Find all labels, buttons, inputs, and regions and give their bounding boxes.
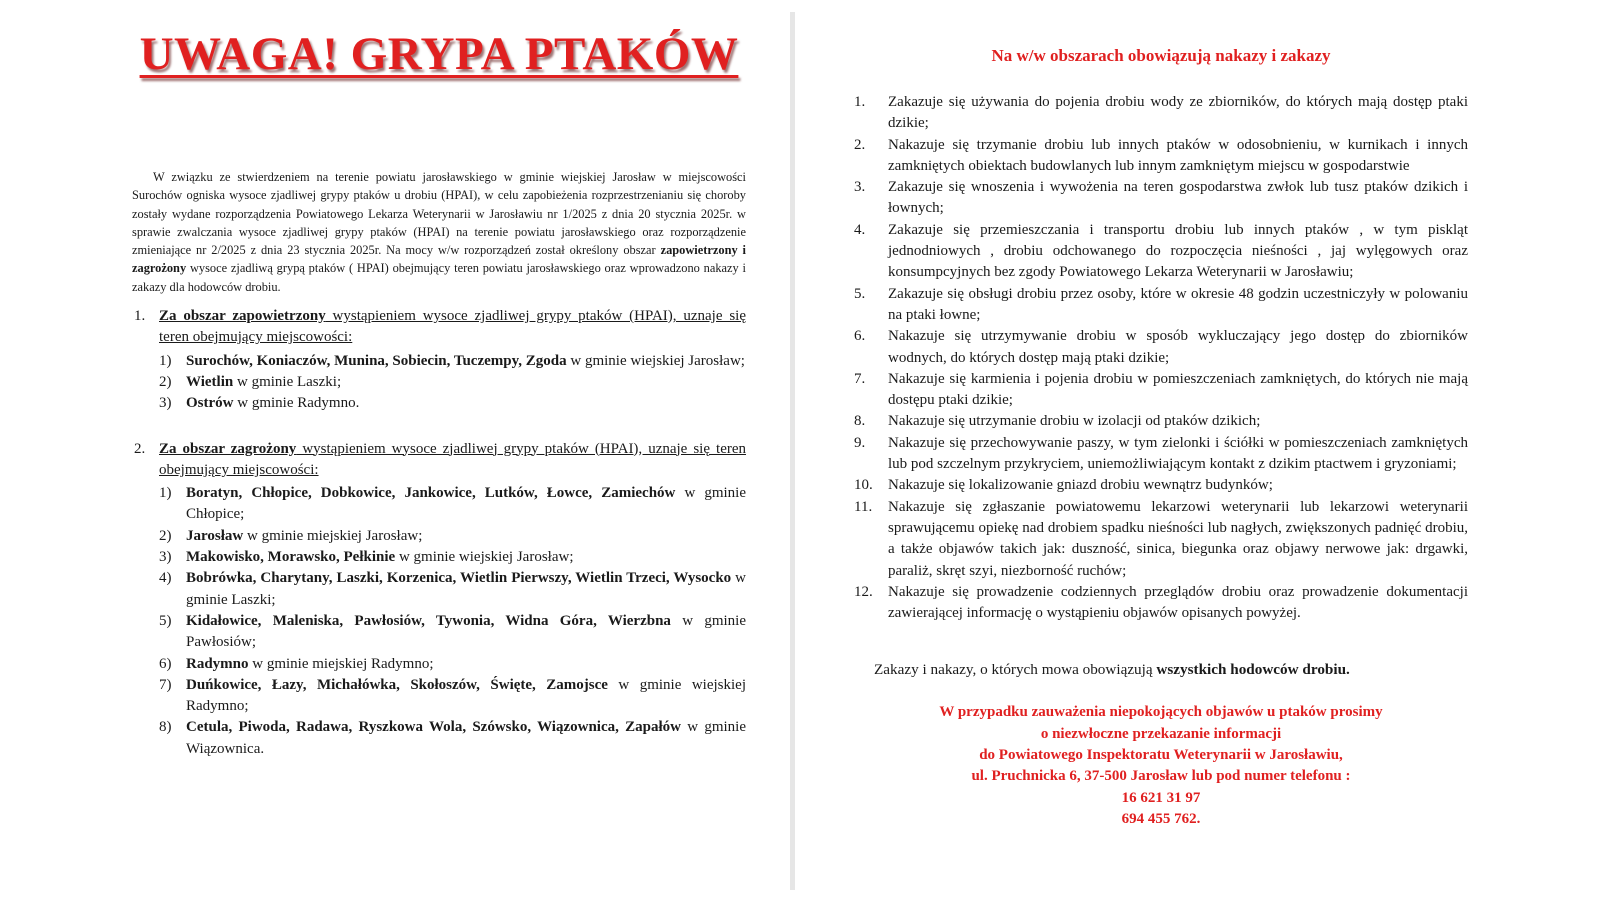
commune: w gminie Chłopice; <box>186 485 746 523</box>
localities: Ostrów <box>186 395 234 412</box>
localities: Surochów, Koniaczów, Munina, Sobiecin, Tuczempy, Zgoda <box>186 352 567 369</box>
list-item <box>159 611 746 654</box>
rule-text: Nakazuje się trzymanie drobiu lub innych ptaków w odosobnieniu, w kurnikach i innych zamkniętych obiektach budowlanych lub innym zamkniętym miejscu w gospodarstwie <box>888 136 1468 174</box>
list-item-number: 6) <box>159 655 172 672</box>
localities: Kidałowice, Maleniska, Pawłosiów, Tywonia, Widna Góra, Wierzbna <box>186 612 671 629</box>
rule-item <box>854 433 1468 476</box>
commune: w gminie Pawłosiów; <box>186 612 746 651</box>
rule-text: Zakazuje się wnoszenia i wywożenia na teren gospodarstwa zwłok lub tusz ptaków dzikich i łownych; <box>888 179 1468 217</box>
commune: w gminie Wiązownica. <box>186 719 746 757</box>
rule-text: Nakazuje się utrzymanie drobiu w izolacji od ptaków dzikich; <box>888 413 1261 430</box>
contact-phone: 16 621 31 97 <box>1121 789 1201 806</box>
commune: w gminie wiejskiej Jarosław; <box>566 352 745 369</box>
rule-item <box>854 582 1468 625</box>
right-page <box>854 44 1468 830</box>
rule-text: Nakazuje się lokalizowanie gniazd drobiu wewnątrz budynków; <box>888 477 1273 494</box>
intro-text-2: wysoce zjadliwą grypą ptaków ( HPAI) obejmujący teren powiatu jarosławskiego oraz wprowadzono nakazy i zakazy dla hodowców drobiu. <box>132 261 746 294</box>
list-item <box>159 547 746 568</box>
rule-number: 2. <box>854 136 866 153</box>
list-item <box>159 393 746 414</box>
list-item-number: 3) <box>159 395 172 412</box>
localities: Cetula, Piwoda, Radawa, Ryszkowa Wola, Szówsko, Wiązownica, Zapałów <box>186 719 681 736</box>
localities: Boratyn, Chłopice, Dobkowice, Jankowice, Lutków, Łowce, Zamiechów <box>186 485 676 502</box>
contact-line: do Powiatowego Inspektoratu Weterynarii w Jarosławiu, <box>979 747 1343 764</box>
commune: w gminie Radymno. <box>233 395 360 412</box>
rule-text: Zakazuje się obsługi drobiu przez osoby, które w okresie 48 godzin uczestniczyły w polowaniu na ptaki łowne; <box>888 285 1468 323</box>
rule-text: Nakazuje się przechowywanie paszy, w tym zielonki i ściółki w pomieszczeniach zamkniętych lub pod szczelnym przykryciem, uniemożliwiającym kontakt z dzikim ptactwem i gryzoniami; <box>888 434 1468 473</box>
rule-number: 10. <box>854 477 873 494</box>
contact-address: ul. Pruchnicka 6, 37-500 Jarosław lub pod numer telefonu : <box>971 768 1351 785</box>
list-item <box>159 483 746 526</box>
area-heading-bold: Za obszar zagrożony <box>159 440 297 457</box>
closing-statement <box>874 659 1468 680</box>
list-item <box>159 717 746 760</box>
rule-number: 9. <box>854 434 866 451</box>
intro-bold: zapowietrzony i zagrożony <box>132 243 746 276</box>
list-item-number: 8) <box>159 719 172 736</box>
commune: w gminie Laszki; <box>186 570 747 608</box>
rule-text: Nakazuje się prowadzenie codziennych przeglądów drobiu oraz prowadzenie dokumentacji zawierającej informację o wystąpieniu objawów opisanych powyżej. <box>888 583 1468 622</box>
commune: w gminie miejskiej Radymno; <box>248 655 434 672</box>
localities: Wietlin <box>186 373 234 390</box>
rule-number: 8. <box>854 413 866 430</box>
rule-text: Nakazuje się zgłaszanie powiatowemu lekarzowi weterynarii lub lekarzowi weterynarii sprawującemu opiekę nad drobiem spadku nieśności lub nagłych, zwiększonych padnięć drobiu, a także objawów takich jak: duszność, sinica, biegunka oraz objawy nerwowe jak: drgawki, paraliż, skręt szyi, niezborność ruchów; <box>888 498 1468 579</box>
area-heading-bold: Za obszar zapowietrzony <box>159 308 326 325</box>
area-heading <box>159 439 746 482</box>
rules-list <box>854 92 1468 624</box>
rule-number: 11. <box>854 498 873 515</box>
page-divider <box>790 12 795 890</box>
rule-number: 4. <box>854 221 866 238</box>
localities: Bobrówka, Charytany, Laszki, Korzenica, Wietlin Pierwszy, Wietlin Trzeci, Wysocko <box>186 570 732 587</box>
localities: Radymno <box>186 655 249 672</box>
list-item-number: 2) <box>159 373 172 390</box>
list-item <box>159 568 746 611</box>
intro-text-1: W związku ze stwierdzeniem na terenie powiatu jarosławskiego w gminie wiejskiej Jarosław w miejscowości Surochów ogniska wysoce zjadliwej grypy ptaków u drobiu (HPAI), w celu zapobieżenia rozprzestrzenianiu się choroby zostały wydane rozporządzenia Powiatowego Lekarza Weterynarii w Jarosławiu nr 1/2025 z dnia 20 stycznia 2025r. w sprawie zwalczania wysoce zjadliwej grypy ptaków (HPAI) na terenie powiatu jarosławskiego oraz rozporządzenie zmieniające nr 2/2025 z dnia 23 stycznia 2025r. Na mocy w/w rozporządzeń został określony obszar <box>132 170 746 258</box>
infected-area-section <box>132 306 746 414</box>
rule-number: 7. <box>854 370 866 387</box>
list-item <box>159 372 746 393</box>
commune: w gminie Laszki; <box>233 373 342 390</box>
rule-number: 12. <box>854 583 873 600</box>
list-item-number: 7) <box>159 676 172 693</box>
list-item-number: 4) <box>159 570 172 587</box>
contact-phone: 694 455 762. <box>1121 810 1201 827</box>
list-item <box>159 654 746 675</box>
rule-item <box>854 284 1468 327</box>
list-item <box>159 351 746 372</box>
rule-text: Nakazuje się karmienia i pojenia drobiu w pomieszczeniach zamkniętych, do których nie mają dostępu ptaki dzikie; <box>888 370 1468 409</box>
closing-text: Zakazy i nakazy, o których mowa obowiązują <box>874 661 1157 679</box>
rule-item <box>854 92 1468 135</box>
area-heading-rest: wystąpieniem wysoce zjadliwej grypy ptaków (HPAI), uznaje się teren obejmujący miejscowości: <box>159 440 747 478</box>
localities: Duńkowice, Łazy, Michałówka, Skołoszów, Święte, Zamojsce <box>186 676 608 693</box>
rule-number: 6. <box>854 328 866 345</box>
rule-item <box>854 475 1468 496</box>
rule-item <box>854 220 1468 284</box>
locality-list <box>159 351 746 415</box>
area-number: 2. <box>134 440 146 457</box>
list-item-number: 5) <box>159 612 172 629</box>
commune: w gminie wiejskiej Jarosław; <box>395 549 574 566</box>
rule-text: Zakazuje się przemieszczania i transportu drobiu lub innych ptaków , w tym piskląt jednodniowych , drobiu odchowanego do rozpoczęcia nieśności , jaj wylęgowych oraz konsumpcyjnych bez zgody Powiatowego Lekarza Weterynarii w Jarosławiu; <box>888 221 1468 281</box>
rule-number: 5. <box>854 285 866 302</box>
rule-text: Zakazuje się używania do pojenia drobiu wody ze zbiorników, do których mają dostęp ptaki dzikie; <box>888 94 1468 132</box>
list-item <box>159 526 746 547</box>
localities: Makowisko, Morawsko, Pełkinie <box>186 549 396 566</box>
rule-item <box>854 497 1468 582</box>
rule-item <box>854 369 1468 412</box>
list-item-number: 1) <box>159 485 172 502</box>
contact-line: o niezwłoczne przekazanie informacji <box>1040 725 1282 742</box>
rule-item <box>854 326 1468 369</box>
intro-paragraph <box>132 168 746 296</box>
area-heading <box>159 306 746 349</box>
page-title: UWAGA! GRYPA PTAKÓW <box>139 28 739 80</box>
left-page <box>132 24 746 760</box>
area-heading-rest: wystąpieniem wysoce zjadliwej grypy ptaków (HPAI), uznaje się teren obejmujący miejscowości: <box>159 308 746 346</box>
list-item-number: 3) <box>159 549 172 566</box>
list-item <box>159 675 746 718</box>
rules-title: Na w/w obszarach obowiązują nakazy i zakazy <box>991 46 1331 65</box>
localities: Jarosław <box>186 527 244 544</box>
rule-item <box>854 411 1468 432</box>
rule-text: Nakazuje się utrzymywanie drobiu w sposób wykluczający jego dostęp do zbiorników wodnych, do których dostęp mają ptaki dzikie; <box>888 328 1468 366</box>
locality-list <box>159 483 746 760</box>
contact-block <box>854 702 1468 830</box>
list-item-number: 1) <box>159 352 172 369</box>
list-item-number: 2) <box>159 527 172 544</box>
threatened-area-section <box>132 439 746 760</box>
commune: w gminie wiejskiej Radymno; <box>186 676 746 715</box>
closing-bold: wszystkich hodowców drobiu. <box>1156 661 1350 679</box>
commune: w gminie miejskiej Jarosław; <box>243 527 423 544</box>
contact-line: W przypadku zauważenia niepokojących objawów u ptaków prosimy <box>939 704 1383 721</box>
rule-number: 3. <box>854 179 866 196</box>
area-number: 1. <box>134 308 146 325</box>
rule-item <box>854 135 1468 178</box>
rule-number: 1. <box>854 94 866 110</box>
rule-item <box>854 177 1468 220</box>
